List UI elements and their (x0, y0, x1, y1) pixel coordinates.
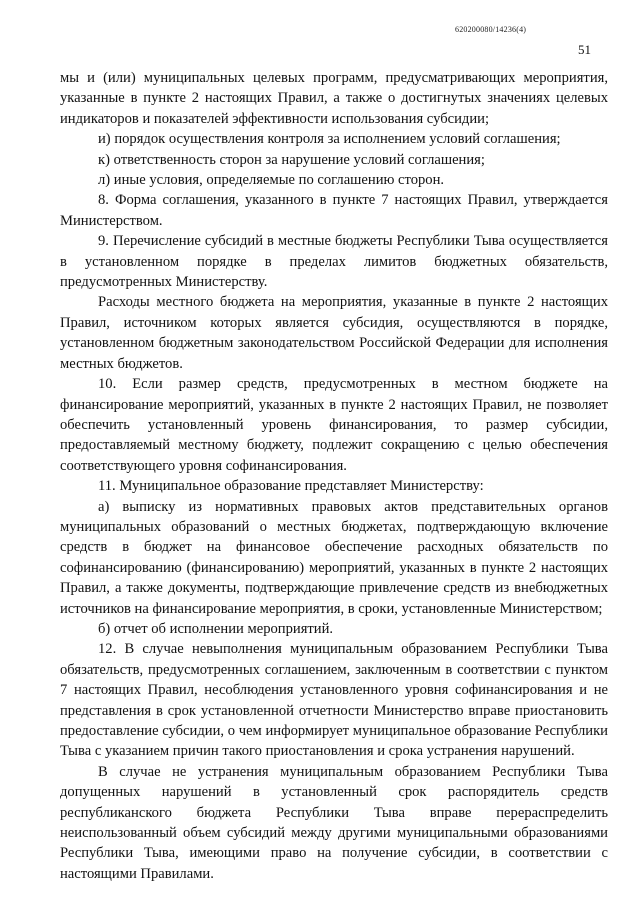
document-code: 620200080/14236(4) (455, 25, 527, 34)
paragraph-11: 11. Муниципальное образование представляет Министерству: (98, 478, 484, 495)
paragraph-9: 9. Перечисление субсидий в местные бюджеты Республики Тыва осуществляется в установленном порядке в пределах лимитов бюджетных обязательств, предусмотренных Министерству. (60, 233, 608, 291)
paragraph-item-k: к) ответственность сторон за нарушение условий соглашения; (98, 151, 485, 168)
paragraph-10: 10. Если размер средств, предусмотренных в местном бюджете на финансирование мероприятий, указанных в пункте 2 настоящих Правил, не позволяет обеспечить установленный уровень финансирования, то размер субсидии, предоставляемый местному бюджету, подлежит сокращению с целью обеспечения соответствующего уровня софинансирования. (60, 376, 608, 474)
paragraph-9-expenses: Расходы местного бюджета на мероприятия, указанные в пункте 2 настоящих Правил, источником которых является субсидия, осуществляются в порядке, установленном бюджетным законодательством Российской Федерации для исполнения местных бюджетов. (60, 294, 608, 372)
document-body (60, 68, 608, 884)
page-number: 51 (578, 42, 591, 57)
paragraph-item-i: и) порядок осуществления контроля за исполнением условий соглашения; (98, 131, 561, 148)
paragraph-12-redistribution: В случае не устранения муниципальным образованием Республики Тыва допущенных нарушений в установленный срок распорядитель средств республиканского бюджета Республики Тыва вправе перераспределить неиспользованный объем субсидий между другими муниципальными образованиями Республики Тыва, имеющими право на получение субсидии, в соответствии с настоящими Правилами. (60, 763, 608, 882)
paragraph-8: 8. Форма соглашения, указанного в пункте 7 настоящих Правил, утверждается Министерством. (60, 192, 608, 229)
paragraph-11-a: а) выписку из нормативных правовых актов представительных органов муниципальных образований о местных бюджетах, подтверждающую включение средств в бюджет на финансовое обеспечение расходных обязательств по софинансированию (финансированию) мероприятий, указанных в пункте 2 настоящих Правил, а также документы, подтверждающие привлечение средств из внебюджетных источников на финансирование мероприятия, в сроки, установленные Министерством; (60, 498, 608, 617)
paragraph-11-b: б) отчет об исполнении мероприятий. (98, 620, 334, 637)
paragraph-12: 12. В случае невыполнения муниципальным образованием Республики Тыва обязательств, предусмотренных соглашением, заключенным в соответствии с пунктом 7 настоящих Правил, несоблюдения установленного уровня софинансирования и не представления в срок установленной отчетности Министерство вправе приостановить предоставление субсидии, о чем информирует муниципальное образование Республики Тыва с указанием причин такого приостановления и срока устранения нарушений. (60, 641, 608, 760)
paragraph-item-l: л) иные условия, определяемые по соглашению сторон. (98, 172, 445, 189)
paragraph-continuation: мы и (или) муниципальных целевых программ, предусматривающих мероприятия, указанные в пункте 2 настоящих Правил, а также о достигнутых значениях целевых индикаторов и показателей эффективности использования субсидии; (60, 70, 608, 127)
